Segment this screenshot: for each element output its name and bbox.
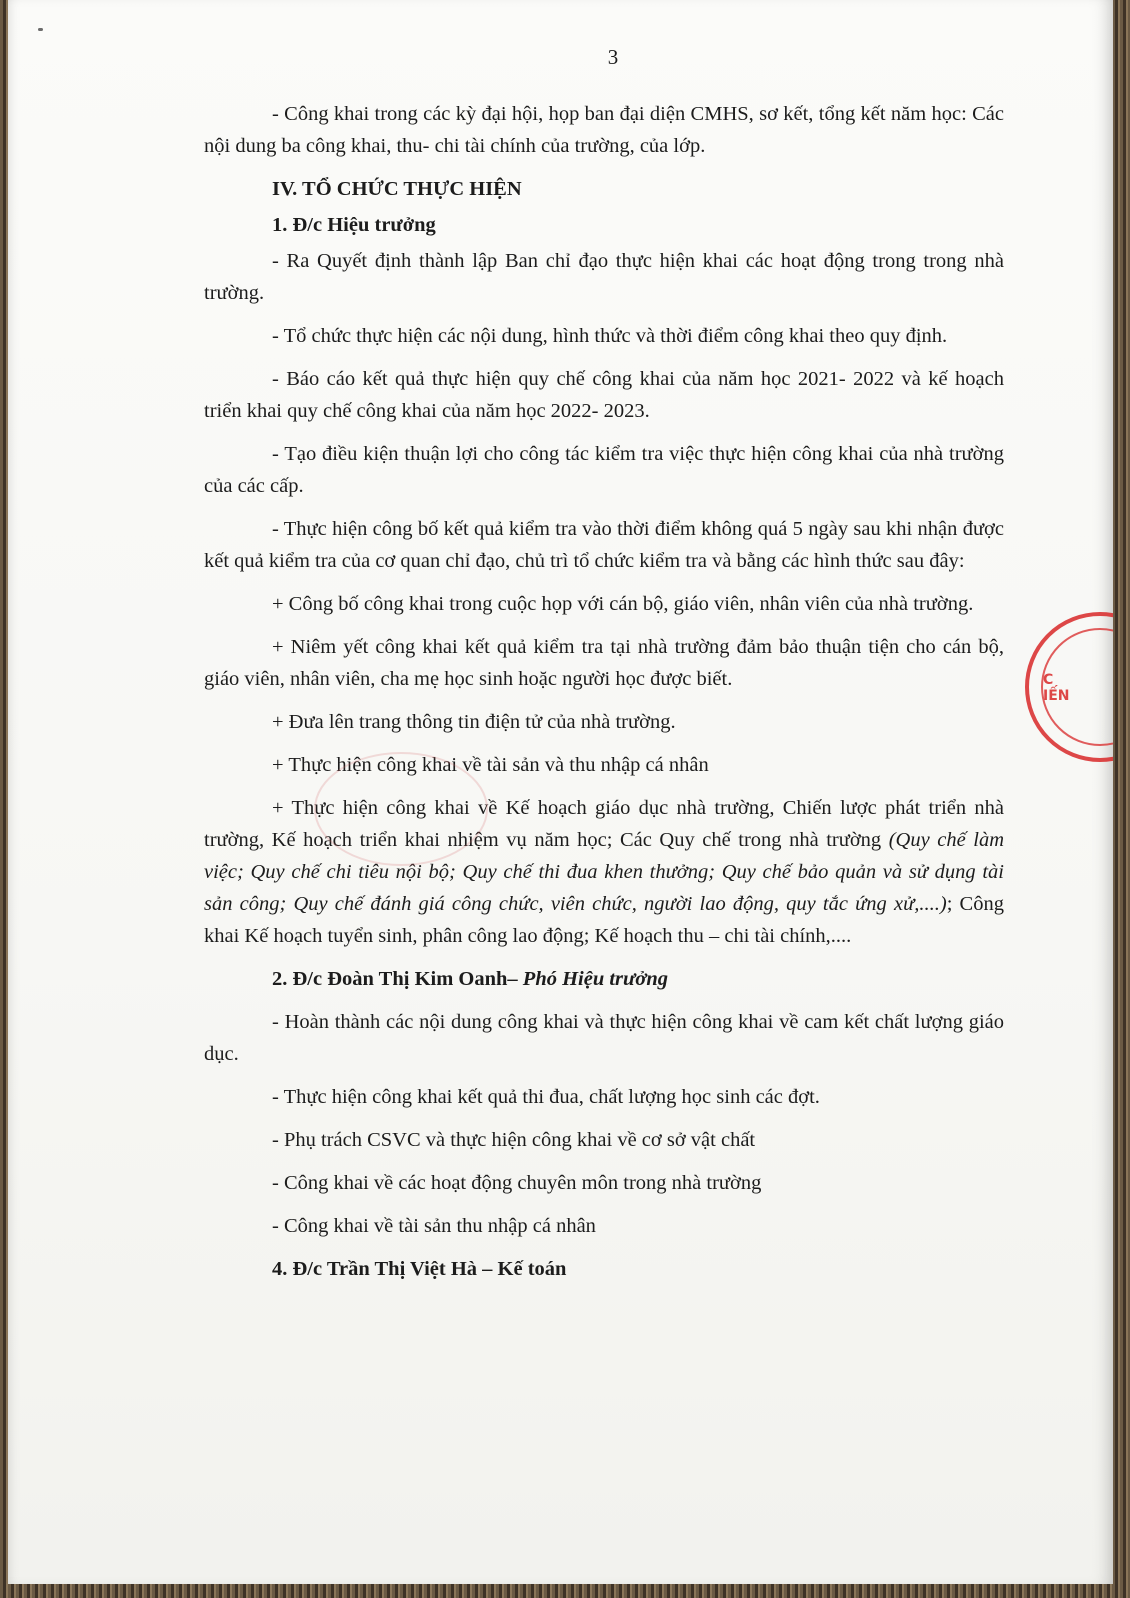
paragraph-personal-assets: - Công khai về tài sản thu nhập cá nhân [272, 1215, 596, 1237]
paragraph-assets: + Thực hiện công khai về tài sản và thu nhập cá nhân [272, 754, 709, 776]
paragraph-website: + Đưa lên trang thông tin điện tử của nhà trường. [272, 711, 676, 733]
section-heading-iv: IV. TỔ CHỨC THỰC HIỆN [272, 178, 522, 200]
subheading-vice-principal [204, 963, 1004, 995]
document-body [204, 98, 1004, 1296]
paragraph-emulation: - Thực hiện công khai kết quả thi đua, chất lượng học sinh các đợt. [272, 1086, 820, 1108]
paragraph-commitment: - Hoàn thành các nội dung công khai và thực hiện công khai về cam kết chất lượng giáo dục. [204, 1011, 1004, 1065]
paragraph-announce-results: - Thực hiện công bố kết quả kiểm tra vào thời điểm không quá 5 ngày sau khi nhận được kết quả kiểm tra của cơ quan chỉ đạo, chủ trì tổ chức kiểm tra và bằng các hình thức sau đây: [204, 518, 1004, 572]
paragraph-facilities: - Phụ trách CSVC và thực hiện công khai về cơ sở vật chất [272, 1129, 756, 1151]
document-page [8, 0, 1113, 1584]
page-number: 3 [607, 45, 619, 69]
paragraph-posting: + Niêm yết công khai kết quả kiểm tra tại nhà trường đảm bảo thuận tiện cho cán bộ, giáo viên, nhân viên, cha mẹ học sinh hoặc người học được biết. [204, 636, 1004, 690]
paragraph-professional: - Công khai về các hoạt động chuyên môn trong nhà trường [272, 1172, 762, 1194]
stamp-text: C IẾN [1043, 672, 1070, 704]
paragraph-report: - Báo cáo kết quả thực hiện quy chế công khai của năm học 2021- 2022 và kế hoạch triển khai quy chế công khai của năm học 2022- 2023. [204, 368, 1004, 422]
education-plan-text: + Thực hiện công khai về Kế hoạch giáo dục nhà trường, Chiến lược phát triển nhà trường, Kế hoạch triển khai nhiệm vụ năm học; Các Quy chế trong nhà trường [204, 797, 1004, 851]
paragraph-decision: - Ra Quyết định thành lập Ban chỉ đạo thực hiện khai các hoạt động trong trong nhà trường. [204, 250, 1004, 304]
subheading-accountant: 4. Đ/c Trần Thị Việt Hà – Kế toán [272, 1258, 567, 1280]
red-seal-stamp [1025, 612, 1113, 762]
education-plan-tail: ; Công khai Kế hoạch tuyển sinh, phân công lao động; Kế hoạch thu – chi tài chính,.... [204, 893, 1004, 947]
speck-mark [38, 28, 43, 31]
paragraph-conditions: - Tạo điều kiện thuận lợi cho công tác kiểm tra việc thực hiện công khai của nhà trường của các cấp. [204, 443, 1004, 497]
subheading-principal: 1. Đ/c Hiệu trưởng [272, 214, 436, 236]
faint-stamp-mark [314, 752, 488, 866]
paragraph-organize: - Tổ chức thực hiện các nội dung, hình thức và thời điểm công khai theo quy định. [272, 325, 948, 347]
paragraph-public-meetings: - Công khai trong các kỳ đại hội, họp ban đại diện CMHS, sơ kết, tổng kết năm học: Các nội dung ba công khai, thu- chi tài chính của trường, của lớp. [204, 103, 1004, 157]
regulations-list: (Quy chế làm việc; Quy chế chi tiêu nội bộ; Quy chế thi đua khen thưởng; Quy chế bảo quản và sử dụng tài sản công; Quy chế đánh giá công chức, viên chức, người lao động, quy tắc ứng xử,....) [204, 829, 1004, 915]
vice-principal-name: 2. Đ/c Đoàn Thị Kim Oanh– [272, 968, 523, 990]
vice-principal-title: Phó Hiệu trưởng [522, 968, 668, 990]
paragraph-meeting-announce: + Công bố công khai trong cuộc họp với cán bộ, giáo viên, nhân viên của nhà trường. [272, 593, 974, 615]
